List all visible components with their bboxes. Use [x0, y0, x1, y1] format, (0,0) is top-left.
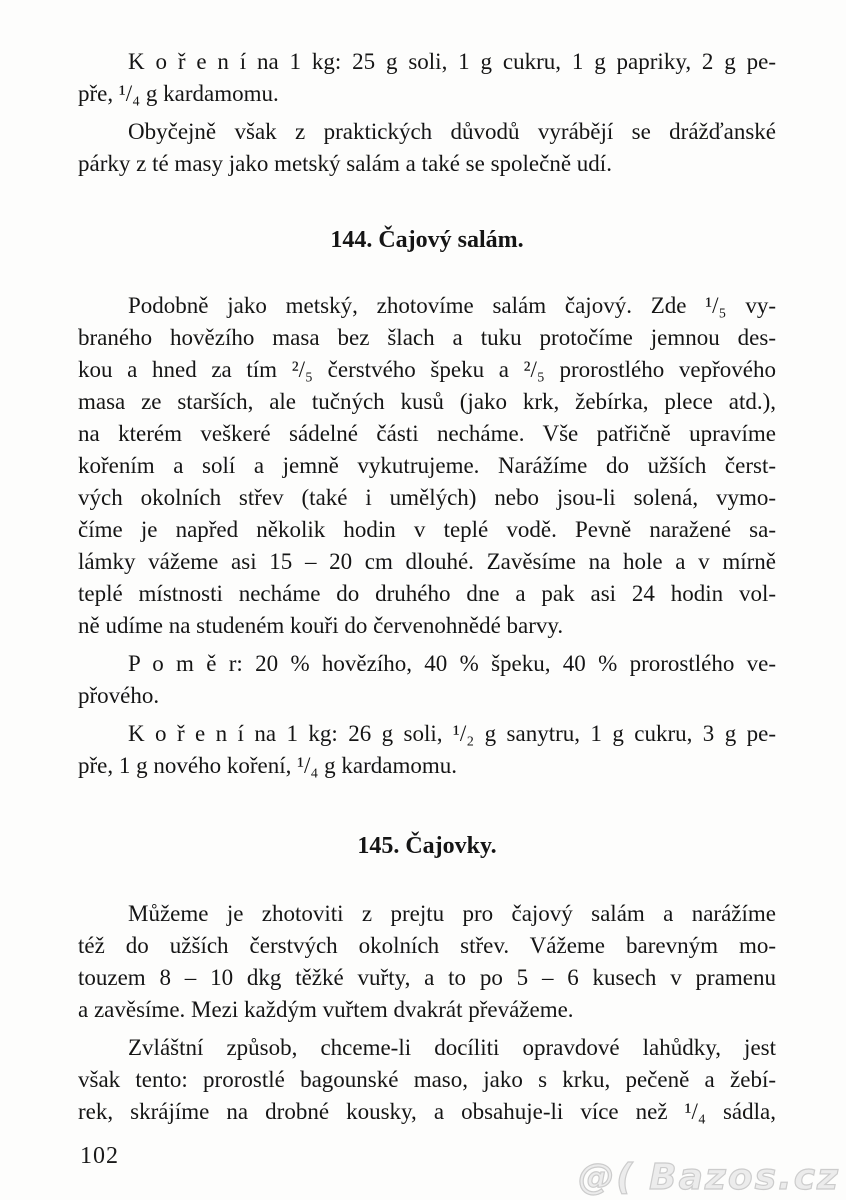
text-line: vých okolních střev (také i umělých) nebo jsou-li solená, vymo- [78, 485, 776, 510]
paragraph-145-body [78, 898, 776, 1026]
text-line: K o ř e n í na 1 kg: 25 g soli, 1 g cukru, 1 g papriky, 2 g pe- [128, 49, 776, 74]
text-line: masa ze starších, ale tučných kusů (jako krk, žebírka, plece atd.), [78, 389, 776, 414]
text-line: pře, 1 g nového koření, ¹/₄ g kardamomu. [78, 753, 457, 778]
bazos-watermark: @( Bazos.cz [578, 1157, 840, 1198]
text-line: touzem 8 – 10 dkg těžké vuřty, a to po 5 – 6 kusech v pramenu [78, 965, 776, 990]
text-line: braného hovězího masa bez šlach a tuku protočíme jemnou des- [78, 325, 776, 350]
text-line: ně udíme na studeném kouři do červenohnědé barvy. [78, 613, 564, 638]
text-line: číme je napřed několik hodin v teplé vodě. Pevně naražené sa- [78, 517, 776, 542]
recipe-144-heading: 144. Čajový salám. [330, 227, 524, 253]
paragraph-144-body [78, 290, 776, 642]
paragraph-spices-143 [78, 46, 776, 110]
text-line: na kterém veškeré sádelné části necháme. Vše patřičně upravíme [78, 421, 776, 446]
text-line: Obyčejně však z praktických důvodů vyrábějí se drážďanské [128, 119, 776, 144]
paragraph-usually [78, 116, 776, 180]
text-line: též do užších čerstvých okolních střev. Vážeme barevným mo- [78, 933, 776, 958]
text-line: Můžeme je zhotoviti z prejtu pro čajový salám a narážíme [128, 901, 776, 926]
text-line: kořením a solí a jemně vykutrujeme. Narážíme do užších čerst- [78, 453, 776, 478]
text-line: kou a hned za tím ²/₅ čerstvého špeku a ²/₅ prorostlého vepřového [78, 357, 776, 382]
text-line: Podobně jako metský, zhotovíme salám čajový. Zde ¹/₅ vy- [128, 293, 776, 318]
text-line: teplé místnosti necháme do druhého dne a pak asi 24 hodin vol- [78, 581, 776, 606]
paragraph-special-method [78, 1032, 776, 1128]
recipe-145-heading: 145. Čajovky. [357, 833, 497, 859]
text-line: K o ř e n í na 1 kg: 26 g soli, ¹/₂ g sanytru, 1 g cukru, 3 g pe- [128, 721, 776, 746]
paragraph-ratio [78, 648, 776, 712]
text-line: přového. [78, 683, 160, 708]
text-line: Zvláštní způsob, chceme-li docíliti opravdové lahůdky, jest [128, 1035, 776, 1060]
text-line: však tento: prorostlé bagounské maso, jako s krku, pečeně a žebí- [78, 1067, 776, 1092]
text-line: a zavěsíme. Mezi každým vuřtem dvakrát převážeme. [78, 997, 574, 1022]
page-number: 102 [80, 1143, 119, 1169]
text-line: pře, ¹/₄ g kardamomu. [78, 81, 279, 106]
text-line: lámky vážeme asi 15 – 20 cm dlouhé. Zavěsíme na hole a v mírně [78, 549, 776, 574]
text-line: P o m ě r: 20 % hovězího, 40 % špeku, 40 % prorostlého ve- [128, 651, 776, 676]
text-line: rek, skrájíme na drobné kousky, a obsahuje-li více než ¹/₄ sádla, [78, 1099, 776, 1124]
text-line: párky z té masy jako metský salám a také se společně udí. [78, 151, 612, 176]
paragraph-spices-144 [78, 718, 776, 782]
